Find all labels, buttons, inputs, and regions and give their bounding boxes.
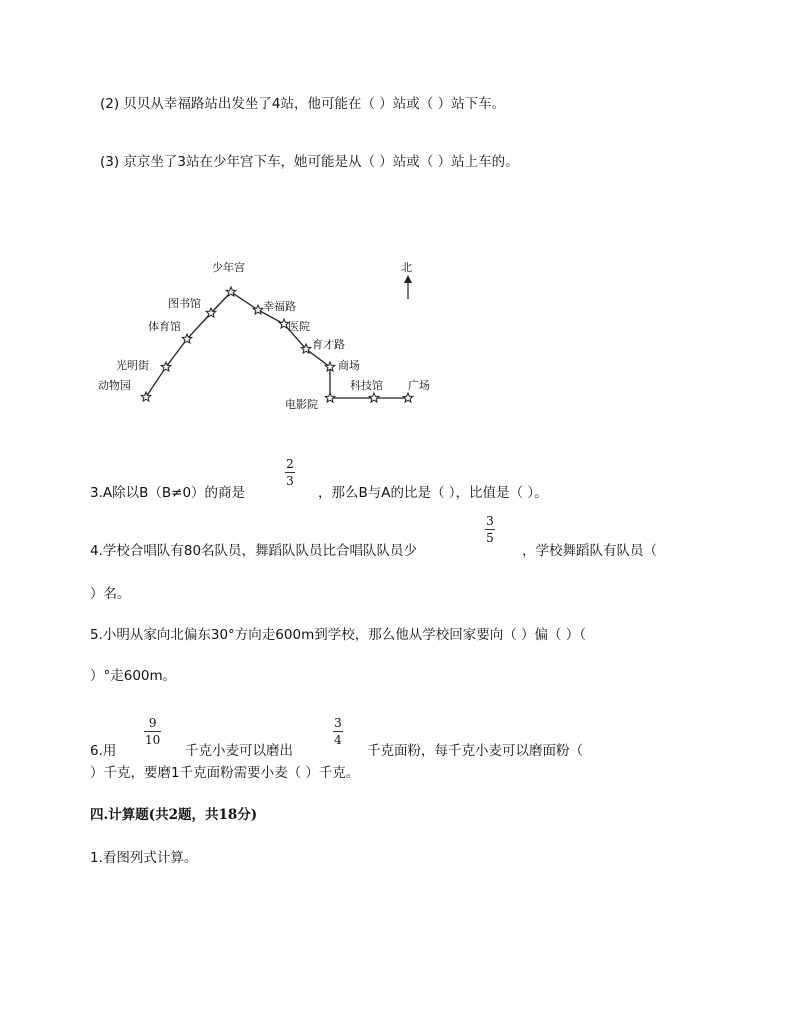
station-label-shangchang: 商场 <box>338 359 360 372</box>
question-2: (2) 贝贝从幸福路站出发坐了4站，他可能在（ ）站或（ ）站下车。 <box>100 96 506 112</box>
fraction-3-4 <box>333 716 343 747</box>
item-6-mid: 千克小麦可以磨出 <box>185 743 293 759</box>
item-4-before: 4.学校合唱队有80名队员，舞蹈队队员比合唱队队员少 <box>90 543 418 559</box>
station-label-yiyuan: 医院 <box>288 320 310 333</box>
station-label-tushuguan: 图书馆 <box>168 297 201 310</box>
item-4-line2: ）名。 <box>90 586 131 602</box>
station-label-guangmingjie: 光明街 <box>116 359 149 372</box>
station-label-dianyingyuan: 电影院 <box>285 398 318 411</box>
fraction-9-10 <box>144 716 161 747</box>
station-star-xingfulu-icon <box>253 305 263 314</box>
station-label-guangchang: 广场 <box>408 379 430 392</box>
fraction-numerator: 2 <box>286 457 294 471</box>
fraction-numerator: 3 <box>486 514 494 528</box>
item-3-text <box>90 484 245 502</box>
item-6-after: 千克面粉，每千克小麦可以磨面粉（ <box>367 743 583 759</box>
north-label: 北 <box>401 261 412 274</box>
fraction-numerator: 9 <box>148 716 157 730</box>
station-star-dianyingyuan-icon <box>325 393 335 402</box>
fraction-2-3 <box>285 457 295 488</box>
calc-question-1: 1.看图列式计算。 <box>90 850 198 866</box>
item-6-prefix: 6.用 <box>90 743 117 759</box>
fraction-3-5 <box>485 514 495 545</box>
fraction-denominator: 3 <box>286 474 294 488</box>
fraction-denominator: 10 <box>145 733 161 747</box>
section-heading-calculation: 四.计算题(共2题，共18分) <box>90 807 258 823</box>
fraction-denominator: 5 <box>486 531 494 545</box>
fraction-denominator: 4 <box>334 733 342 747</box>
item-5-line2: ）°走600m。 <box>90 668 177 684</box>
station-star-kejiguan-icon <box>369 393 379 402</box>
fraction-numerator: 3 <box>334 716 342 730</box>
item-5-line1: 5.小明从家向北偏东30°方向走600m到学校，那么他从学校回家要向（ ）偏（ ）（ <box>90 627 587 643</box>
station-label-kejiguan: 科技馆 <box>350 379 383 392</box>
station-label-dongwuyuan: 动物园 <box>98 379 131 392</box>
station-label-shaoniangong: 少年宫 <box>212 261 245 274</box>
item-6-line2: ）千克，要磨1千克面粉需要小麦（ ）千克。 <box>90 765 360 781</box>
item-4-after: ，学校舞蹈队有队员（ <box>522 543 657 559</box>
station-label-xingfulu: 幸福路 <box>263 300 296 313</box>
station-star-dongwuyuan-icon <box>141 392 151 401</box>
question-3: (3) 京京坐了3站在少年宫下车，她可能是从（ ）站或（ ）站上车的。 <box>100 154 519 170</box>
station-label-tiyuguan: 体育馆 <box>148 320 181 333</box>
item-3-before: 3.A除以B（B≠0）的商是 <box>90 485 246 501</box>
item-3-after: ，那么B与A的比是（ ），比值是（ ）。 <box>318 485 548 501</box>
bus-route-map <box>80 255 440 415</box>
station-star-guangchang-icon <box>403 393 413 402</box>
north-arrow-icon <box>401 261 412 299</box>
station-star-shangchang-icon <box>325 362 335 371</box>
station-label-yucailu: 育才路 <box>312 338 345 351</box>
